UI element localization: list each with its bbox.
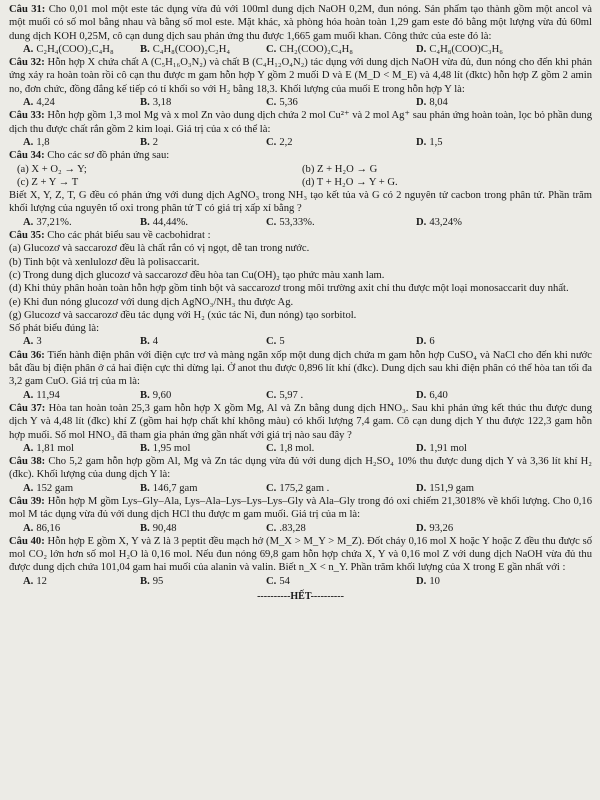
- question-number: Câu 39:: [9, 495, 45, 507]
- question-text-2: Số phát biểu đúng là:: [9, 323, 100, 335]
- question-number: Câu 40:: [9, 535, 45, 547]
- question-number: Câu 36:: [9, 349, 45, 361]
- options: [23, 575, 592, 588]
- option-a: A. 152 gam: [23, 482, 74, 494]
- question-40: [9, 535, 592, 588]
- option-c: C. 5: [266, 336, 285, 348]
- question-35: [9, 229, 592, 349]
- option-c: C. 1,8 mol.: [266, 442, 315, 454]
- option-d: D. C₄H₈(COO)C₃H₆: [416, 43, 503, 55]
- option-d: D. 10: [416, 575, 440, 587]
- question-text: Cho các sơ đồ phản ứng sau:: [47, 150, 170, 162]
- option-c: C. 2,2: [266, 136, 293, 148]
- option-c: C. 5,36: [266, 97, 298, 109]
- question-text: Cho các phát biểu sau về cacbohidrat :: [47, 230, 211, 242]
- question-36: [9, 349, 592, 402]
- option-c: C. 54: [266, 575, 290, 587]
- option-c: C. 5,97 .: [266, 389, 304, 401]
- reaction-scheme-row: [17, 163, 592, 176]
- options: [23, 482, 592, 495]
- option-a: A. C₂H₄(COO)₂C₄H₈: [23, 43, 114, 55]
- question-number: Câu 33:: [9, 110, 45, 122]
- option-c: C. 53,33%.: [266, 216, 315, 228]
- options: [23, 389, 592, 402]
- option-b: B. C₄H₈(COO)₂C₂H₄: [140, 43, 231, 55]
- question-32: [9, 56, 592, 109]
- statement-d: (d) Khi thủy phân hoàn toàn hỗn hợp gồm tinh bột và saccarozơ trong môi trường axit chỉ thu được một loại monosaccarit duy nhất.: [9, 283, 569, 295]
- options: [23, 442, 592, 455]
- option-b: B. 9,60: [140, 389, 172, 401]
- option-a: A. 37,21%.: [23, 216, 72, 228]
- statement-a: (a) Glucozơ và saccarozơ đều là chất rắn có vị ngọt, dễ tan trong nước.: [9, 243, 310, 255]
- question-text: Hỗn hợp X chứa chất A (C₅H₁₆O₃N₂) và chất B (C₄H₁₂O₄N₂) tác dụng với dung dịch NaOH vừa đủ, đun nóng cho đến khi phản ứng xảy ra hoàn toàn rồi cô cạn thu được m gam hỗn hợp Y gồm 2 muối D và E (M_D < M_E) và 4,48 lít (đktc) hỗn hợp Z gồm 2 amin no, đơn chức, đồng đẳng kế tiếp có tỉ khối so với H₂ bằng 18,3. Khối lượng của muối E trong hỗn hợp Y là:: [9, 57, 593, 95]
- question-number: Câu 32:: [9, 57, 45, 69]
- statement-c: (c) Trong dung dịch glucozơ và saccarozơ đều hòa tan Cu(OH)₂ tạo phức màu xanh lam.: [9, 269, 385, 281]
- option-d: D. 151,9 gam: [416, 482, 475, 494]
- question-39: [9, 495, 592, 535]
- question-text: Hòa tan hoàn toàn 25,3 gam hỗn hợp X gồm Mg, Al và Zn bằng dung dịch HNO₃. Sau khi phản ứng kết thúc thu được dung dịch Y và 4,48 lít (đkc) khí Z (gồm hai hợp chất khí không màu) có khối lượng 7,4 gam. Cô cạn dung dịch Y thu được 122,3 gam hỗn hợp muối. Số mol HNO₃ đã tham gia phản ứng gần nhất với giá trị nào sau đây ?: [9, 402, 592, 441]
- reaction-d: (d) T + H₂O → Y + G.: [302, 176, 398, 188]
- option-b: B. 2: [140, 136, 159, 148]
- option-c: C. CH₂(COO)₂C₄H₈: [266, 43, 353, 55]
- reaction-scheme-row: [17, 176, 592, 189]
- statement-e: (e) Khi đun nóng glucozơ với dung dịch AgNO₃/NH₃ thu được Ag.: [9, 296, 294, 308]
- options: [23, 43, 592, 56]
- options: [23, 136, 592, 149]
- end-marker: ----------HẾT----------: [257, 591, 344, 603]
- option-b: B. 44,44%.: [140, 216, 189, 228]
- question-number: Câu 34:: [9, 150, 45, 162]
- question-text-2: Biết X, Y, Z, T, G đều có phản ứng với dung dịch AgNO₃ trong NH₃ tạo kết tủa và G có 2 nguyên tử cacbon trong phân tử. Phần trăm khối lượng của nguyên tố oxi trong phân tử T có giá trị xấp xỉ bằng ?: [9, 190, 592, 215]
- question-text: Cho 0,01 mol một este tác dụng vừa đủ với 100ml dung dịch NaOH 0,2M, đun nóng. Sản phẩm tạo thành gồm một ancol và một muối có số mol bằng nhau và bằng số mol este. Mặt khác, xà phòng hóa hoàn toàn 1,29 gam este đó bằng một lượng vừa đủ 60ml dung dịch KOH 0,25M, cô cạn dung dịch sau phản ứng thu được 1,665 gam muối khan. Công thức của este đó là:: [9, 4, 592, 42]
- reaction-c: (c) Z + Y → T: [17, 176, 79, 188]
- options: [23, 216, 592, 229]
- options: [23, 335, 592, 348]
- question-number: Câu 31:: [9, 4, 46, 15]
- option-b: B. 90,48: [140, 522, 177, 534]
- question-text: Hỗn hợp gồm 1,3 mol Mg và x mol Zn vào dung dịch chứa 2 mol Cu²⁺ và 2 mol Ag⁺ sau phản ứng hoàn toàn, lọc bỏ phần dung dịch thu được chất rắn gồm 2 kim loại. Giá trị của x có thể là:: [9, 110, 593, 135]
- option-b: B. 95: [140, 575, 164, 587]
- question-number: Câu 37:: [9, 402, 46, 414]
- question-text: Hỗn hợp E gồm X, Y và Z là 3 peptit đều mạch hở (M_X > M_Y > M_Z). Đốt cháy 0,16 mol X hoặc Y hoặc Z đều thu được số mol CO₂ lớn hơn số mol H₂O là 0,16 mol. Nếu đun nóng 69,8 gam hỗn hợp chứa X, Y và 0,16 mol Z với dung dịch NaOH vừa đủ thu được dung dịch chứa 101,04 gam hai muối của alanin và valin. Biết n_X < n_Y. Phần trăm khối lượng của X trong E gần nhất với :: [9, 535, 592, 574]
- option-a: A. 11,94: [23, 389, 60, 401]
- option-b: B. 4: [140, 336, 159, 348]
- question-number: Câu 38:: [9, 456, 46, 468]
- option-b: B. 146,7 gam: [140, 482, 198, 494]
- question-text: Hỗn hợp M gồm Lys–Gly–Ala, Lys–Ala–Lys–Lys–Lys–Gly và Ala–Gly trong đó oxi chiếm 21,3018% về khối lượng. Cho 0,16 mol M tác dụng vừa đủ với dung dịch HCl thu được m gam muối. Giá trị của m là:: [9, 495, 592, 521]
- statement-g: (g) Glucozơ và saccarozơ đều tác dụng với H₂ (xúc tác Ni, đun nóng) tạo sorbitol.: [9, 309, 357, 321]
- option-c: C. .83,28: [266, 522, 306, 534]
- option-b: B. 1,95 mol: [140, 442, 191, 454]
- option-d: D. 1,91 mol: [416, 442, 467, 454]
- option-d: D. 43,24%: [416, 216, 462, 228]
- question-37: [9, 402, 592, 455]
- option-d: D. 6: [416, 336, 435, 348]
- option-d: D. 93,26: [416, 522, 454, 534]
- option-a: A. 12: [23, 575, 47, 587]
- question-text: Cho 5,2 gam hỗn hợp gồm Al, Mg và Zn tác dụng vừa đủ với dung dịch H₂SO₄ 10% thu được dung dịch Y và 3,36 lít khí H₂ (đkc). Khối lượng của dung dịch Y là:: [9, 456, 592, 481]
- question-34: [9, 149, 592, 229]
- statement-b: (b) Tinh bột và xenlulozơ đều là polisaccarit.: [9, 256, 200, 268]
- option-a: A. 3: [23, 336, 42, 348]
- question-38: [9, 455, 592, 495]
- option-a: A. 4,24: [23, 97, 55, 109]
- reaction-a: (a) X + O₂ → Y;: [17, 163, 87, 175]
- options: [23, 96, 592, 109]
- reaction-b: (b) Z + H₂O → G: [302, 163, 378, 175]
- option-d: D. 6,40: [416, 389, 448, 401]
- option-d: D. 1,5: [416, 136, 443, 148]
- options: [23, 522, 592, 535]
- question-text: Tiến hành điện phân với điện cực trơ và màng ngăn xốp một dung dịch chứa m gam hỗn hợp CuSO₄ và NaCl cho đến khi nước bắt đầu bị điện phân ở cả hai điện cực thì dừng lại. Ở anot thu được 0,896 lít khí (đkc). Dung dịch sau khi điện phân có thể hòa tan tối đa 3,2 gam CuO. Giá trị của m là:: [9, 349, 592, 388]
- question-number: Câu 35:: [9, 230, 45, 242]
- option-a: A. 86,16: [23, 522, 61, 534]
- question-33: [9, 109, 592, 149]
- option-b: B. 3,18: [140, 97, 172, 109]
- option-c: C. 175,2 gam .: [266, 482, 330, 494]
- option-d: D. 8,04: [416, 97, 448, 109]
- option-a: A. 1,81 mol: [23, 442, 74, 454]
- question-31: [9, 3, 592, 56]
- option-a: A. 1,8: [23, 136, 50, 148]
